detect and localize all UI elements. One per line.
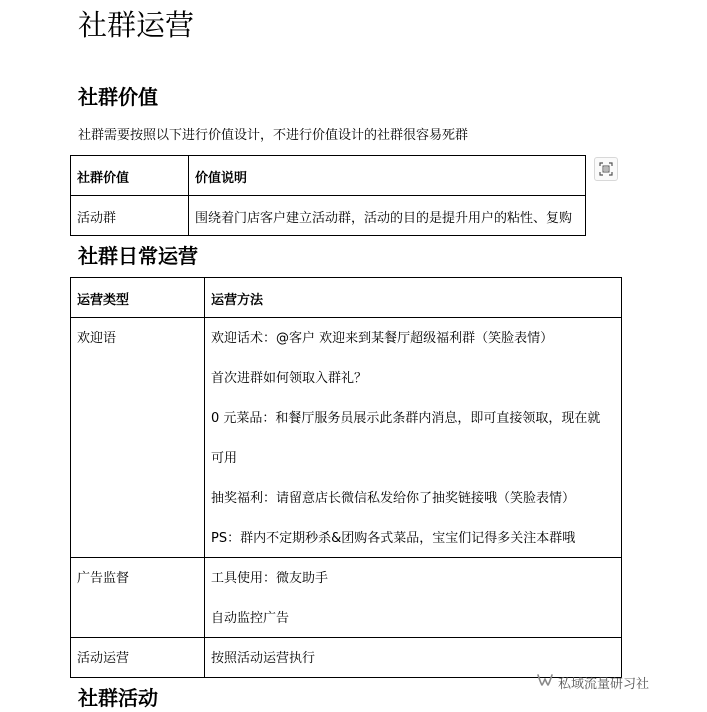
table-cell: 围绕着门店客户建立活动群，活动的目的是提升用户的粘性、复购 <box>189 196 586 236</box>
wechat-channel-icon <box>536 673 554 691</box>
table-header-cell: 社群价值 <box>71 156 189 196</box>
watermark <box>536 672 649 692</box>
table-cell <box>205 318 622 558</box>
op-line: 首次进群如何领取入群礼？ <box>211 371 368 386</box>
table-header-row <box>71 278 622 318</box>
op-line: 0 元菜品：和餐厅服务员展示此条群内消息，即可直接领取，现在就 <box>211 411 601 426</box>
op-type: 活动运营 <box>77 651 130 666</box>
section-intro: 社群需要按照以下进行价值设计，不进行价值设计的社群很容易死群 <box>78 128 469 143</box>
document-title: 社群运营 <box>78 8 195 42</box>
table-row <box>71 196 586 236</box>
value-table <box>70 155 586 236</box>
table-header-row <box>71 156 586 196</box>
table-cell: 活动群 <box>71 196 189 236</box>
table-row <box>71 558 622 638</box>
table-row <box>71 318 622 558</box>
watermark-text: 私域流量研习社 <box>558 676 650 692</box>
table-cell <box>205 558 622 638</box>
expand-icon[interactable] <box>594 157 618 181</box>
table-cell <box>71 318 205 558</box>
op-line: 自动监控广告 <box>211 611 290 626</box>
section-heading-daily: 社群日常运营 <box>78 244 198 268</box>
op-line: 抽奖福利：请留意店长微信私发给你了抽奖链接哦（笑脸表情） <box>211 491 576 506</box>
section-heading-activity: 社群活动 <box>78 686 158 710</box>
table-cell <box>71 558 205 638</box>
op-line: PS：群内不定期秒杀&团购各式菜品，宝宝们记得多关注本群哦 <box>211 531 576 546</box>
table-header-cell: 价值说明 <box>189 156 586 196</box>
op-line: 工具使用：微友助手 <box>211 571 329 586</box>
op-type: 欢迎语 <box>77 331 117 346</box>
table-header-cell: 运营方法 <box>205 278 622 318</box>
daily-ops-table <box>70 277 622 678</box>
op-line: 按照活动运营执行 <box>211 651 316 666</box>
op-type: 广告监督 <box>77 571 130 586</box>
table-header-cell: 运营类型 <box>71 278 205 318</box>
table-cell <box>71 638 205 678</box>
op-line: 欢迎话术：@客户 欢迎来到某餐厅超级福利群（笑脸表情） <box>211 331 554 346</box>
op-line: 可用 <box>211 451 238 466</box>
section-heading-value: 社群价值 <box>78 85 158 109</box>
